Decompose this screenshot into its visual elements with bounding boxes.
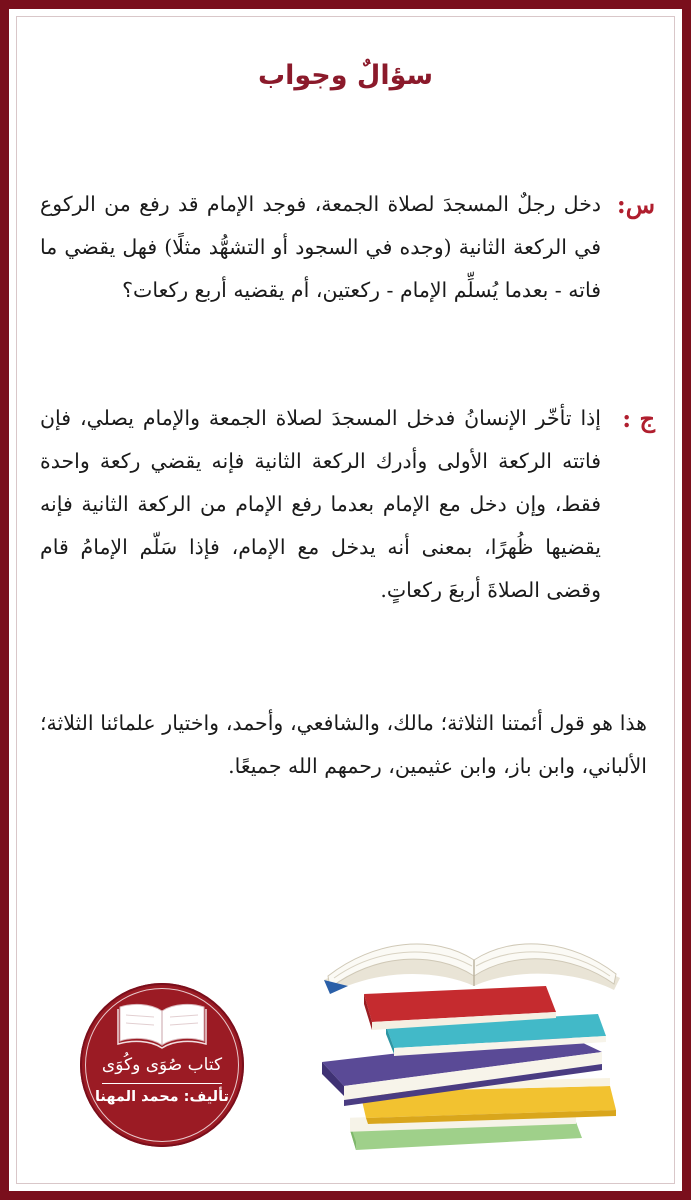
question-text: دخل رجلٌ المسجدَ لصلاة الجمعة، فوجد الإمام قد رفع من الركوع في الركعة الثانية (وجده في السجود أو التشهُّد مثلًا) فهل يقضي ما فاته - بعدما يُسلِّم الإمام - ركعتين، أم يقضيه أربع ركعات؟ [40,192,601,302]
answer-label: ج : [622,404,655,433]
scholars-note: هذا هو قول أئمتنا الثلاثة؛ مالك، والشافعي، وأحمد، واختيار علمائنا الثلاثة؛ الألباني، وابن باز، وابن عثيمين، رحمهم الله جميعًا. [40,711,647,778]
answer-text: إذا تأخّر الإنسانُ فدخل المسجدَ لصلاة الجمعة والإمام يصلي، فإن فاتته الركعة الأولى وأدرك الركعة الثانية فإنه يقضي ركعة واحدة فقط، وإن دخل مع الإمام بعدما رفع الإمام من الركعة الثانية فإنه يقضيها ظُهرًا، بمعنى أنه يدخل مع الإمام، فإذا سَلّم الإمامُ قام وقضى الصلاةَ أربعَ ركعاتٍ. [40,406,601,602]
question-label: س: [616,190,655,219]
book-seal [80,983,244,1147]
book-stack-illustration [314,914,626,1158]
seal-author: تأليف: محمد المهنا [94,1089,229,1105]
page-title: سؤالٌ وجواب [257,60,434,91]
open-book-icon [114,997,210,1049]
question-block [40,183,653,312]
seal-divider [102,1083,222,1084]
answer-block [40,397,653,612]
seal-book-title: كتاب صُوَى وكُوَى [101,1055,223,1075]
